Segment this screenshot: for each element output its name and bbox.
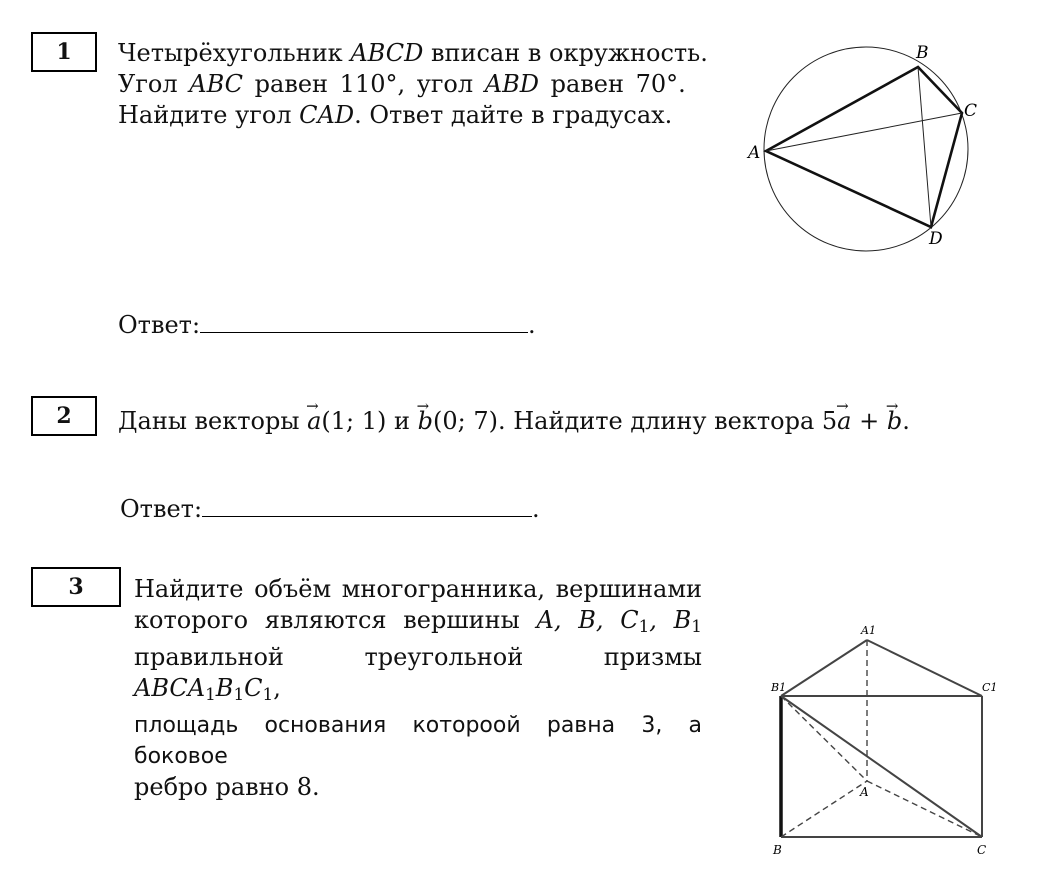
vertex-label-a1: A1 bbox=[861, 624, 876, 637]
vertex-label-b: B bbox=[916, 43, 929, 63]
task1-line1: Четырёхугольник ABCD вписан в окружность. bbox=[118, 39, 708, 67]
task-number-badge: 2 bbox=[31, 396, 97, 436]
task2-answer: Ответ: . bbox=[120, 495, 540, 523]
task1-line2: Угол ABC равен 110°, угол ABD равен 70°. bbox=[118, 70, 686, 98]
task2-statement: Даны векторы → a(1; 1) и → b(0; 7). Найдите длину вектора 5→ a + → b. bbox=[118, 406, 918, 437]
edge-ac-hidden bbox=[867, 781, 982, 837]
vertex-label-a: A bbox=[748, 143, 761, 163]
vertex-label-c: C bbox=[964, 101, 978, 121]
task3-line4: площадь основания котороой равна 3, а боковое bbox=[134, 713, 702, 770]
task1-answer: Ответ: . bbox=[118, 311, 536, 339]
vertex-label-a: A bbox=[860, 785, 869, 799]
edge-b1-a-hidden bbox=[781, 696, 867, 781]
answer-label: Ответ: bbox=[118, 311, 201, 339]
vertex-label-d: D bbox=[929, 229, 943, 249]
edge-a1-c1 bbox=[867, 640, 982, 696]
task1-statement bbox=[118, 38, 718, 131]
task3-statement bbox=[134, 574, 702, 803]
quadrilateral-abcd bbox=[766, 67, 962, 227]
triangular-prism-figure bbox=[760, 618, 1010, 868]
inscribed-quadrilateral-figure bbox=[740, 38, 980, 258]
diagonal-ac bbox=[766, 113, 962, 151]
edge-b1-c bbox=[781, 696, 982, 837]
answer-input-line[interactable] bbox=[202, 494, 532, 517]
circumscribed-circle bbox=[764, 47, 968, 251]
diagonal-bd bbox=[918, 67, 931, 227]
answer-label: Ответ: bbox=[120, 495, 203, 523]
edge-b1-a1 bbox=[781, 640, 867, 696]
task3-line1: Найдите объём многогранника, вершинами bbox=[134, 575, 702, 603]
task1-line3: Найдите угол CAD. Ответ дайте в градусах. bbox=[118, 101, 673, 129]
answer-input-line[interactable] bbox=[200, 310, 528, 333]
vertex-label-c: C bbox=[977, 843, 987, 857]
edge-ba-hidden bbox=[781, 781, 867, 837]
task3-line2: которого являются вершины A, B, $C_1$, $B_1$ bbox=[134, 606, 702, 637]
task-number-badge: 1 bbox=[31, 32, 97, 72]
task3-line5: ребро равно 8. bbox=[134, 773, 320, 802]
task3-line3: правильной треугольной призмы $ABCA_1B_1C_1$, bbox=[134, 643, 702, 705]
vertex-label-b1: B1 bbox=[771, 681, 787, 694]
vertex-label-b: B bbox=[773, 843, 782, 857]
task-number-badge: 3 bbox=[31, 567, 121, 607]
vertex-label-c1: C1 bbox=[982, 681, 998, 694]
